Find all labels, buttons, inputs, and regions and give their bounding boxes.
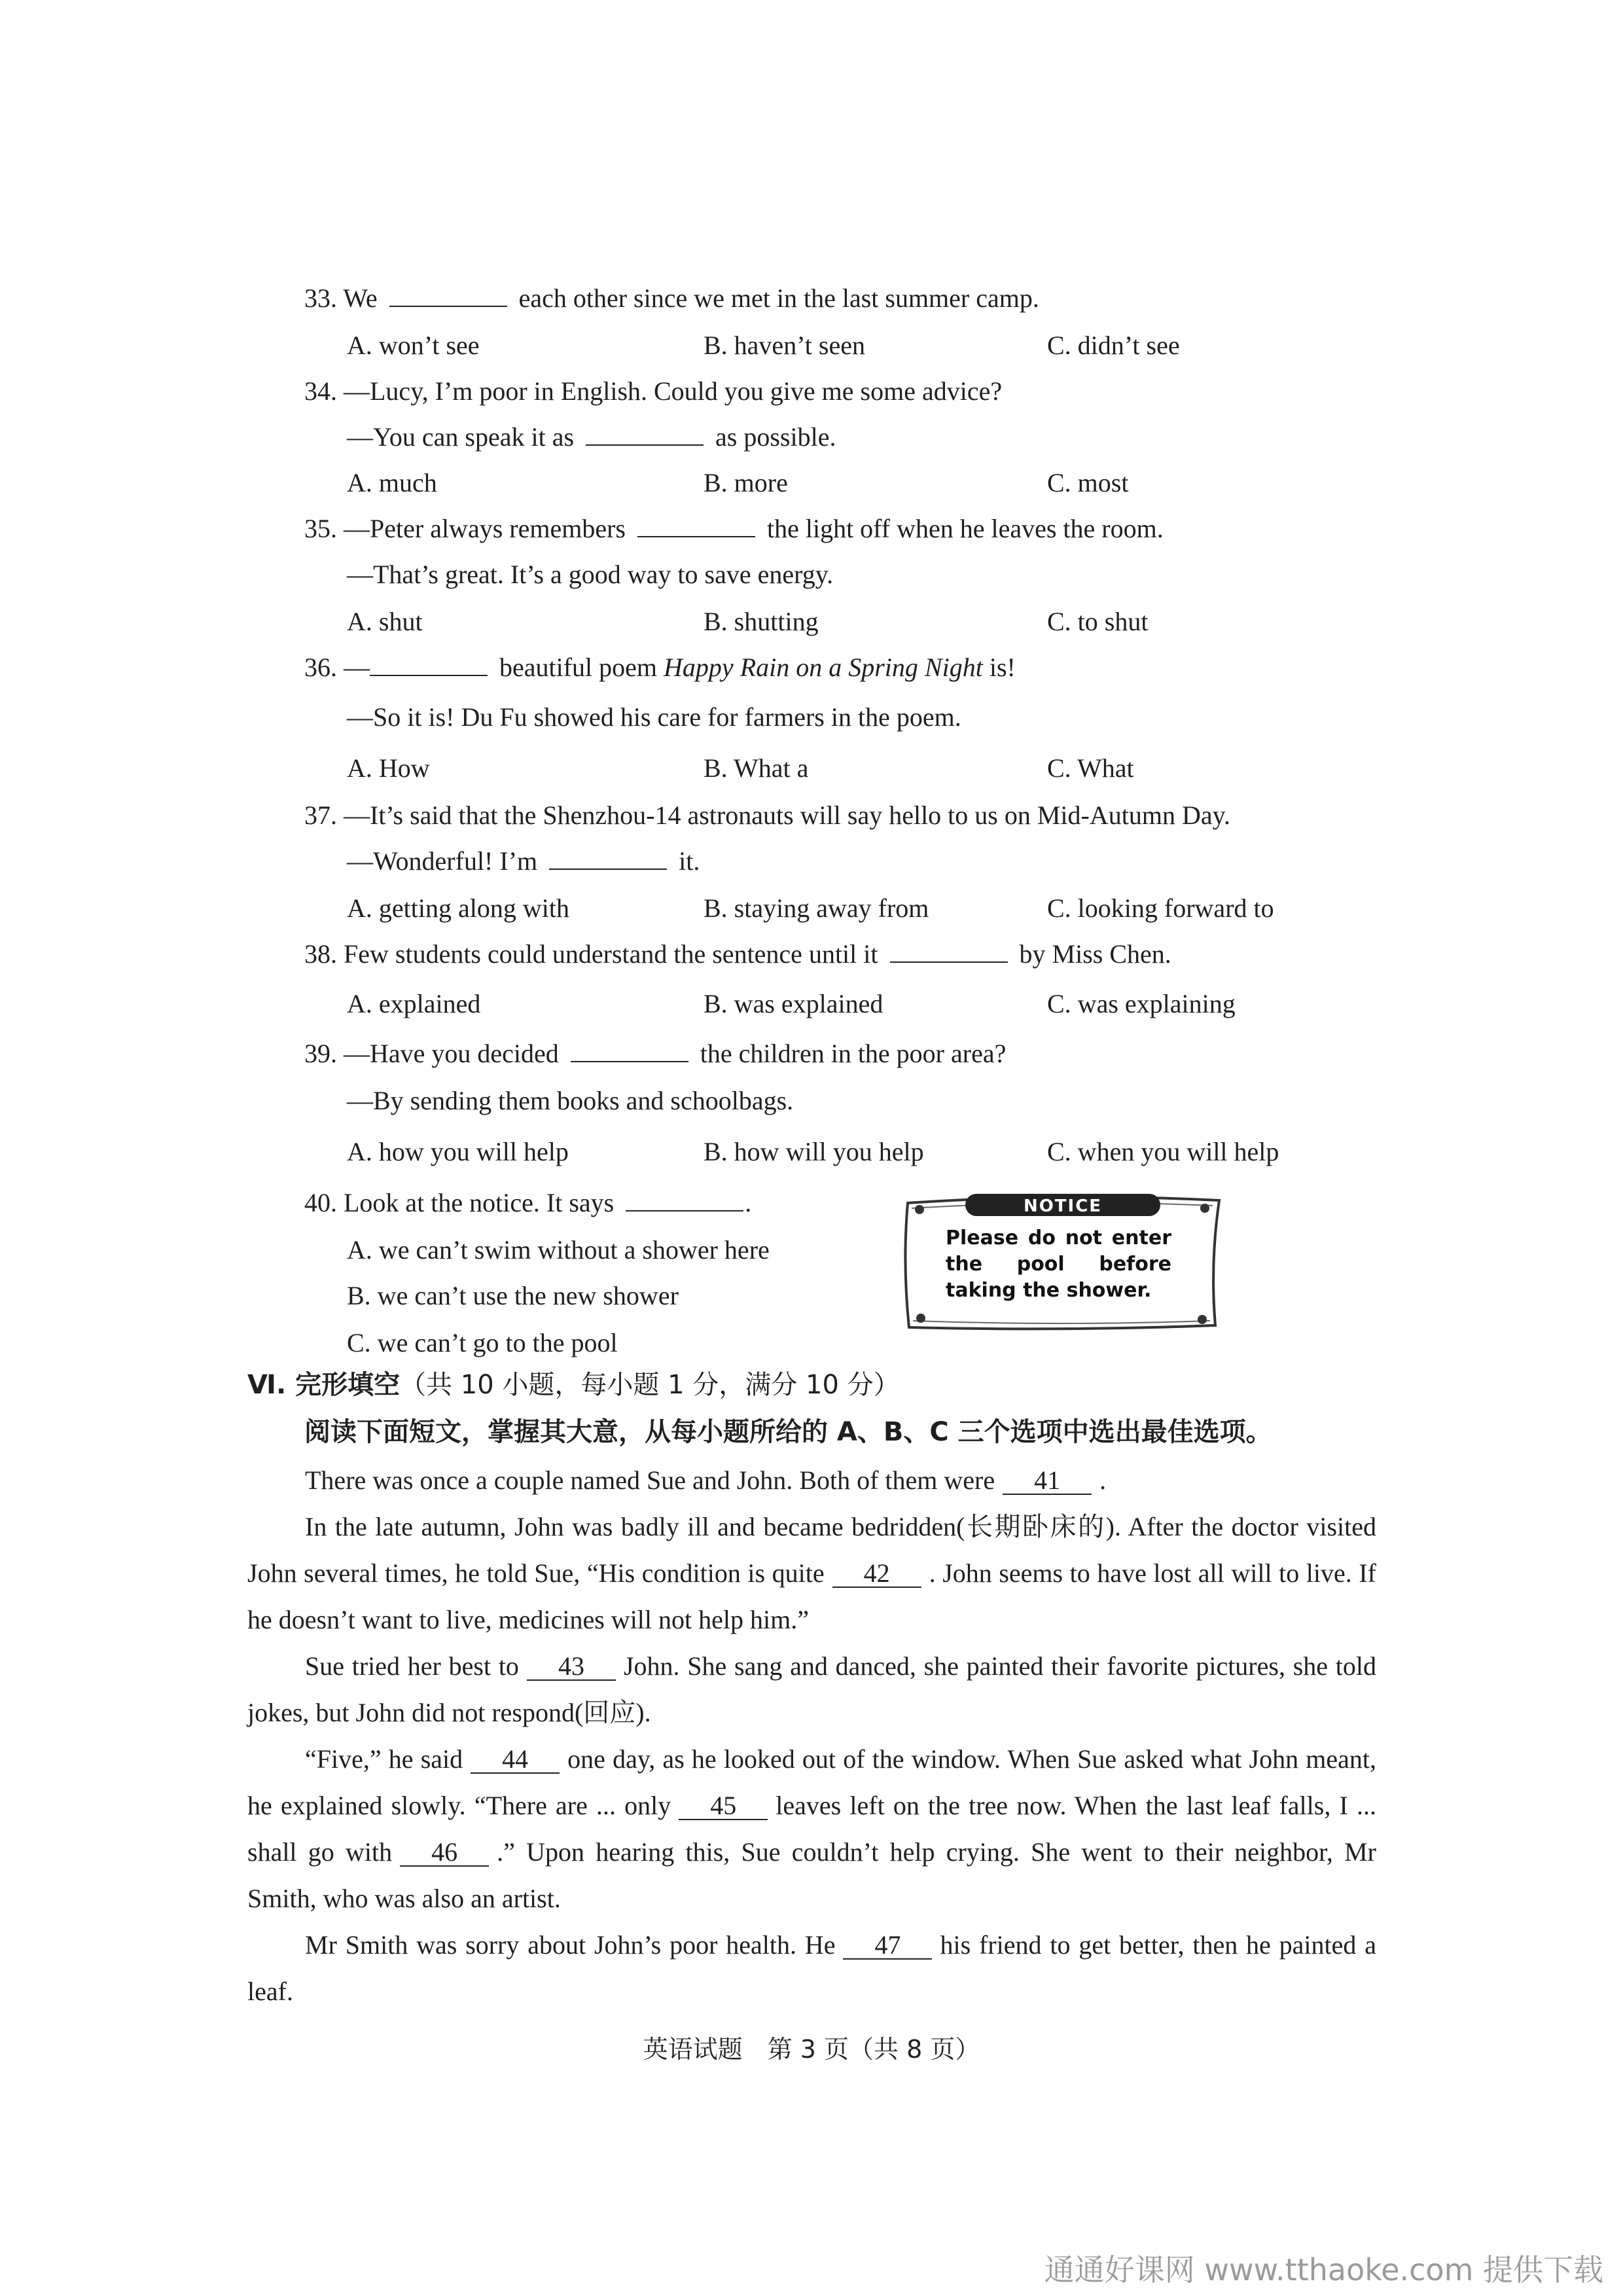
question-39: 39. —Have you decided the children in the poor area? xyxy=(304,1039,1007,1068)
answer-blank xyxy=(571,1041,688,1062)
dialogue-line: —So it is! Du Fu showed his care for farmers in the poem. xyxy=(347,702,961,732)
option-b: B. how will you help xyxy=(704,1137,924,1166)
dialogue-line: —Wonderful! I’m it. xyxy=(347,846,700,876)
answer-blank xyxy=(637,516,755,537)
option-a: A. How xyxy=(347,753,430,783)
option-a: A. shut xyxy=(347,607,423,636)
question-number: 38. xyxy=(304,939,337,969)
notice-text: Please do not enter the pool before taking the shower. xyxy=(946,1227,1171,1302)
question-36: 36. — beautiful poem Happy Rain on a Spring Night is! xyxy=(304,653,1016,682)
question-34 xyxy=(304,376,1002,407)
option-b: B. we can’t use the new shower xyxy=(347,1281,679,1310)
question-40: 40. Look at the notice. It says . xyxy=(304,1188,752,1217)
option-b: B. staying away from xyxy=(704,893,929,923)
cloze-blank-43: 43 xyxy=(527,1653,616,1681)
cloze-blank-42: 42 xyxy=(832,1560,921,1588)
question-number: 40. xyxy=(304,1188,337,1217)
question-37: 37. —It’s said that the Shenzhou-14 astronauts will say hello to us on Mid-Autumn Day. xyxy=(304,800,1231,830)
answer-blank xyxy=(370,655,488,676)
cloze-blank-46: 46 xyxy=(400,1839,489,1867)
option-c: C. looking forward to xyxy=(1047,893,1274,923)
option-c: C. we can’t go to the pool xyxy=(347,1328,618,1357)
passage-paragraph-3: Sue tried her best to 43 John. She sang and danced, she painted their favorite pictures, she told jokes, but John did not respond(回应). xyxy=(247,1651,1376,1727)
question-number: 39. xyxy=(304,1039,337,1068)
option-a: A. much xyxy=(347,468,437,497)
page-footer: 英语试题 第 3 页（共 8 页） xyxy=(643,2035,980,2064)
cloze-blank-44: 44 xyxy=(471,1746,560,1774)
dialogue-line: —Lucy, I’m poor in English. Could you give me some advice? xyxy=(344,376,1003,406)
notice-title: NOTICE xyxy=(1023,1196,1103,1216)
watermark: 通通好课网 www.tthaoke.com 提供下载 xyxy=(1044,2252,1603,2287)
option-b: B. was explained xyxy=(704,989,883,1018)
dialogue-line: —That’s great. It’s a good way to save energy. xyxy=(347,560,834,589)
passage-paragraph-2: In the late autumn, John was badly ill and became bedridden(长期卧床的). After the doctor visited John several times, he told Sue, “His condition is quite 42 . John seems to have lost all will to live. If he doesn’t want to live, medicines will not help him.” xyxy=(247,1512,1376,1634)
answer-blank xyxy=(549,849,667,870)
passage-paragraph-5: Mr Smith was sorry about John’s poor health. He 47 his friend to get better, then he painted a leaf. xyxy=(247,1930,1376,2006)
option-c: C. most xyxy=(1047,468,1129,497)
question-stem: We xyxy=(343,283,378,313)
answer-blank xyxy=(626,1191,743,1211)
answer-blank xyxy=(586,425,704,446)
notice-sign xyxy=(900,1191,1226,1336)
passage-paragraph-4: “Five,” he said 44 one day, as he looked out of the window. When Sue asked what John meant, he explained slowly. “There are ... only 45 leaves left on the tree now. When the last leaf falls, I ... shall go with 46 .” Upon hearing this, Sue couldn’t help crying. She went to their neighbor, Mr Smith, who was also an artist. xyxy=(247,1744,1377,1913)
dialogue-line: —You can speak it as as possible. xyxy=(347,422,836,452)
option-a: A. how you will help xyxy=(347,1137,569,1166)
section-scoring: （共 10 小题，每小题 1 分，满分 10 分） xyxy=(400,1370,900,1400)
option-b: B. haven’t seen xyxy=(704,331,865,360)
option-c: C. was explaining xyxy=(1047,989,1236,1018)
question-stem: each other since we met in the last summer camp. xyxy=(518,283,1039,313)
question-number: 36. xyxy=(304,653,337,682)
answer-blank xyxy=(890,942,1008,963)
option-a: A. explained xyxy=(347,989,481,1018)
poem-title: Happy Rain on a Spring Night xyxy=(664,653,983,682)
question-number: 35. xyxy=(304,514,337,543)
section-title: Ⅵ. 完形填空 xyxy=(247,1370,401,1400)
option-c: C. to shut xyxy=(1047,607,1149,636)
option-b: B. more xyxy=(704,468,788,497)
question-38: 38. Few students could understand the sentence until it by Miss Chen. xyxy=(304,939,1171,969)
question-35: 35. —Peter always remembers the light off when he leaves the room. xyxy=(304,514,1164,543)
cloze-blank-41: 41 xyxy=(1003,1467,1092,1495)
option-a: A. getting along with xyxy=(347,893,569,923)
question-number: 37. xyxy=(304,800,337,830)
option-a: A. won’t see xyxy=(347,331,480,360)
passage-paragraph-1: There was once a couple named Sue and John. Both of them were 41 . xyxy=(305,1465,1107,1495)
question-number: 33. xyxy=(304,283,337,313)
option-b: B. shutting xyxy=(704,607,819,636)
option-b: B. What a xyxy=(704,753,809,783)
option-c: C. didn’t see xyxy=(1047,331,1180,360)
option-c: C. when you will help xyxy=(1047,1137,1279,1166)
cloze-blank-45: 45 xyxy=(679,1793,768,1820)
option-a: A. we can’t swim without a shower here xyxy=(347,1235,770,1265)
section-instruction: 阅读下面短文，掌握其大意，从每小题所给的 A、B、C 三个选项中选出最佳选项。 xyxy=(304,1417,1272,1447)
question-number: 34. xyxy=(304,376,337,406)
question-33 xyxy=(304,283,1039,314)
section-heading xyxy=(247,1369,900,1401)
option-c: C. What xyxy=(1047,753,1134,783)
answer-blank xyxy=(389,286,507,307)
cloze-blank-47: 47 xyxy=(843,1932,932,1960)
dialogue-line: —By sending them books and schoolbags. xyxy=(347,1086,794,1115)
